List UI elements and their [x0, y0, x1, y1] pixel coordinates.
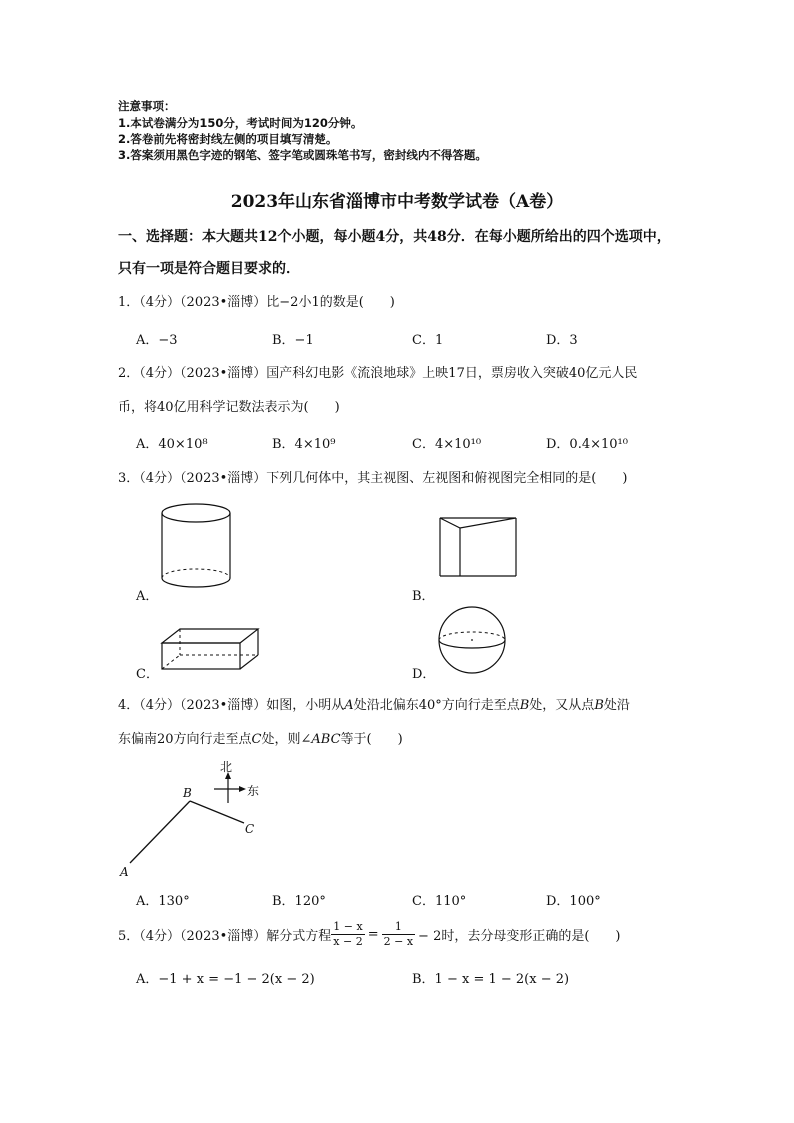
rhs-fraction [382, 920, 415, 949]
question-1: 1．（4分）（2023•淄博）比−2小1的数是( ) [118, 295, 395, 310]
notice-item-2: 2.答卷前先将密封线左侧的项目填写清楚。 [118, 132, 338, 146]
equals-sign: = [367, 926, 379, 942]
q4-text-part: 4．（4分）（2023•淄博）如图，小明从 [118, 698, 345, 713]
q3-label-d: D． [412, 667, 436, 682]
point-a-ref: A [344, 698, 354, 713]
triangular-prism-figure [436, 512, 521, 582]
rhs-numerator: 1 [382, 920, 415, 935]
page-title: 2023年山东省淄博市中考数学试卷（A卷） [230, 192, 564, 212]
point-b-label: B [183, 786, 192, 800]
q1-option-d: D．3 [546, 333, 578, 348]
q4-text-part: 处沿北偏东40°方向行走至点 [353, 698, 520, 713]
q4-option-c: C．110° [412, 894, 467, 909]
angle-abc-ref: ABC [311, 732, 341, 747]
q5-option-b: B．1 − x = 1 − 2(x − 2) [412, 972, 570, 987]
point-b-ref: B [519, 698, 530, 713]
q1-option-b: B．−1 [272, 333, 314, 348]
q4-option-b: B．120° [272, 894, 326, 909]
point-b-ref: B [594, 698, 604, 713]
sphere-figure [436, 604, 508, 676]
question-2-line1: 2．（4分）（2023•淄博）国产科幻电影《流浪地球》上映17日，票房收入突破40亿元人民 [118, 366, 638, 381]
q1-option-c: C．1 [412, 333, 444, 348]
q1-option-a: A．−3 [136, 333, 178, 348]
q5-option-a: A．−1 + x = −1 − 2(x − 2) [136, 972, 315, 987]
q3-label-c: C． [136, 667, 159, 682]
direction-figure [118, 755, 278, 885]
cuboid-figure [158, 625, 263, 675]
q2-option-c: C．4×10¹⁰ [412, 437, 482, 452]
question-4-line1 [118, 694, 630, 713]
question-5 [118, 920, 621, 949]
point-a-label: A [120, 865, 129, 879]
lhs-numerator: 1 − x [333, 920, 363, 933]
q2-option-b: B．4×10⁹ [272, 437, 336, 452]
question-4-line2 [118, 728, 403, 747]
q4-text-part: 等于( ) [340, 732, 403, 747]
q4-text-part: 处，又从点 [529, 698, 595, 713]
q4-option-a: A．130° [136, 894, 190, 909]
lhs-denominator: x − 2 [333, 934, 363, 948]
east-label: 东 [247, 784, 260, 798]
question-2-line2: 币，将40亿用科学记数法表示为( ) [118, 400, 340, 415]
north-label: 北 [220, 760, 233, 774]
q3-label-a: A． [136, 589, 159, 604]
q4-text-part: 东偏南20方向行走至点 [118, 732, 252, 747]
q5-tail: − 2时，去分母变形正确的是( ) [418, 928, 621, 944]
q4-text-part: 处沿 [603, 698, 630, 713]
point-c-label: C [245, 822, 255, 836]
question-3: 3．（4分）（2023•淄博）下列几何体中，其主视图、左视图和俯视图完全相同的是( ) [118, 471, 628, 486]
q5-prefix: 5．（4分）（2023•淄博）解分式方程 [118, 928, 332, 944]
q3-label-b: B． [412, 589, 435, 604]
q2-option-a: A．40×10⁸ [136, 437, 208, 452]
q4-option-d: D．100° [546, 894, 601, 909]
q4-text-part: 处，则∠ [261, 732, 312, 747]
lhs-fraction [331, 920, 364, 949]
rhs-denominator: 2 − x [383, 934, 414, 948]
q2-option-d: D．0.4×10¹⁰ [546, 437, 628, 452]
notice-item-3: 3.答案须用黑色字迹的钢笔、签字笔或圆珠笔书写，密封线内不得答题。 [118, 148, 487, 162]
section-heading-line2: 只有一项是符合题目要求的． [118, 261, 300, 277]
notice-heading: 注意事项： [118, 99, 176, 113]
point-c-ref: C [251, 732, 262, 747]
cylinder-figure [158, 500, 238, 595]
notice-item-1: 1.本试卷满分为150分，考试时间为120分钟。 [118, 116, 363, 130]
section-heading-line1: 一、选择题：本大题共12个小题，每小题4分，共48分．在每小题所给出的四个选项中， [118, 229, 671, 245]
